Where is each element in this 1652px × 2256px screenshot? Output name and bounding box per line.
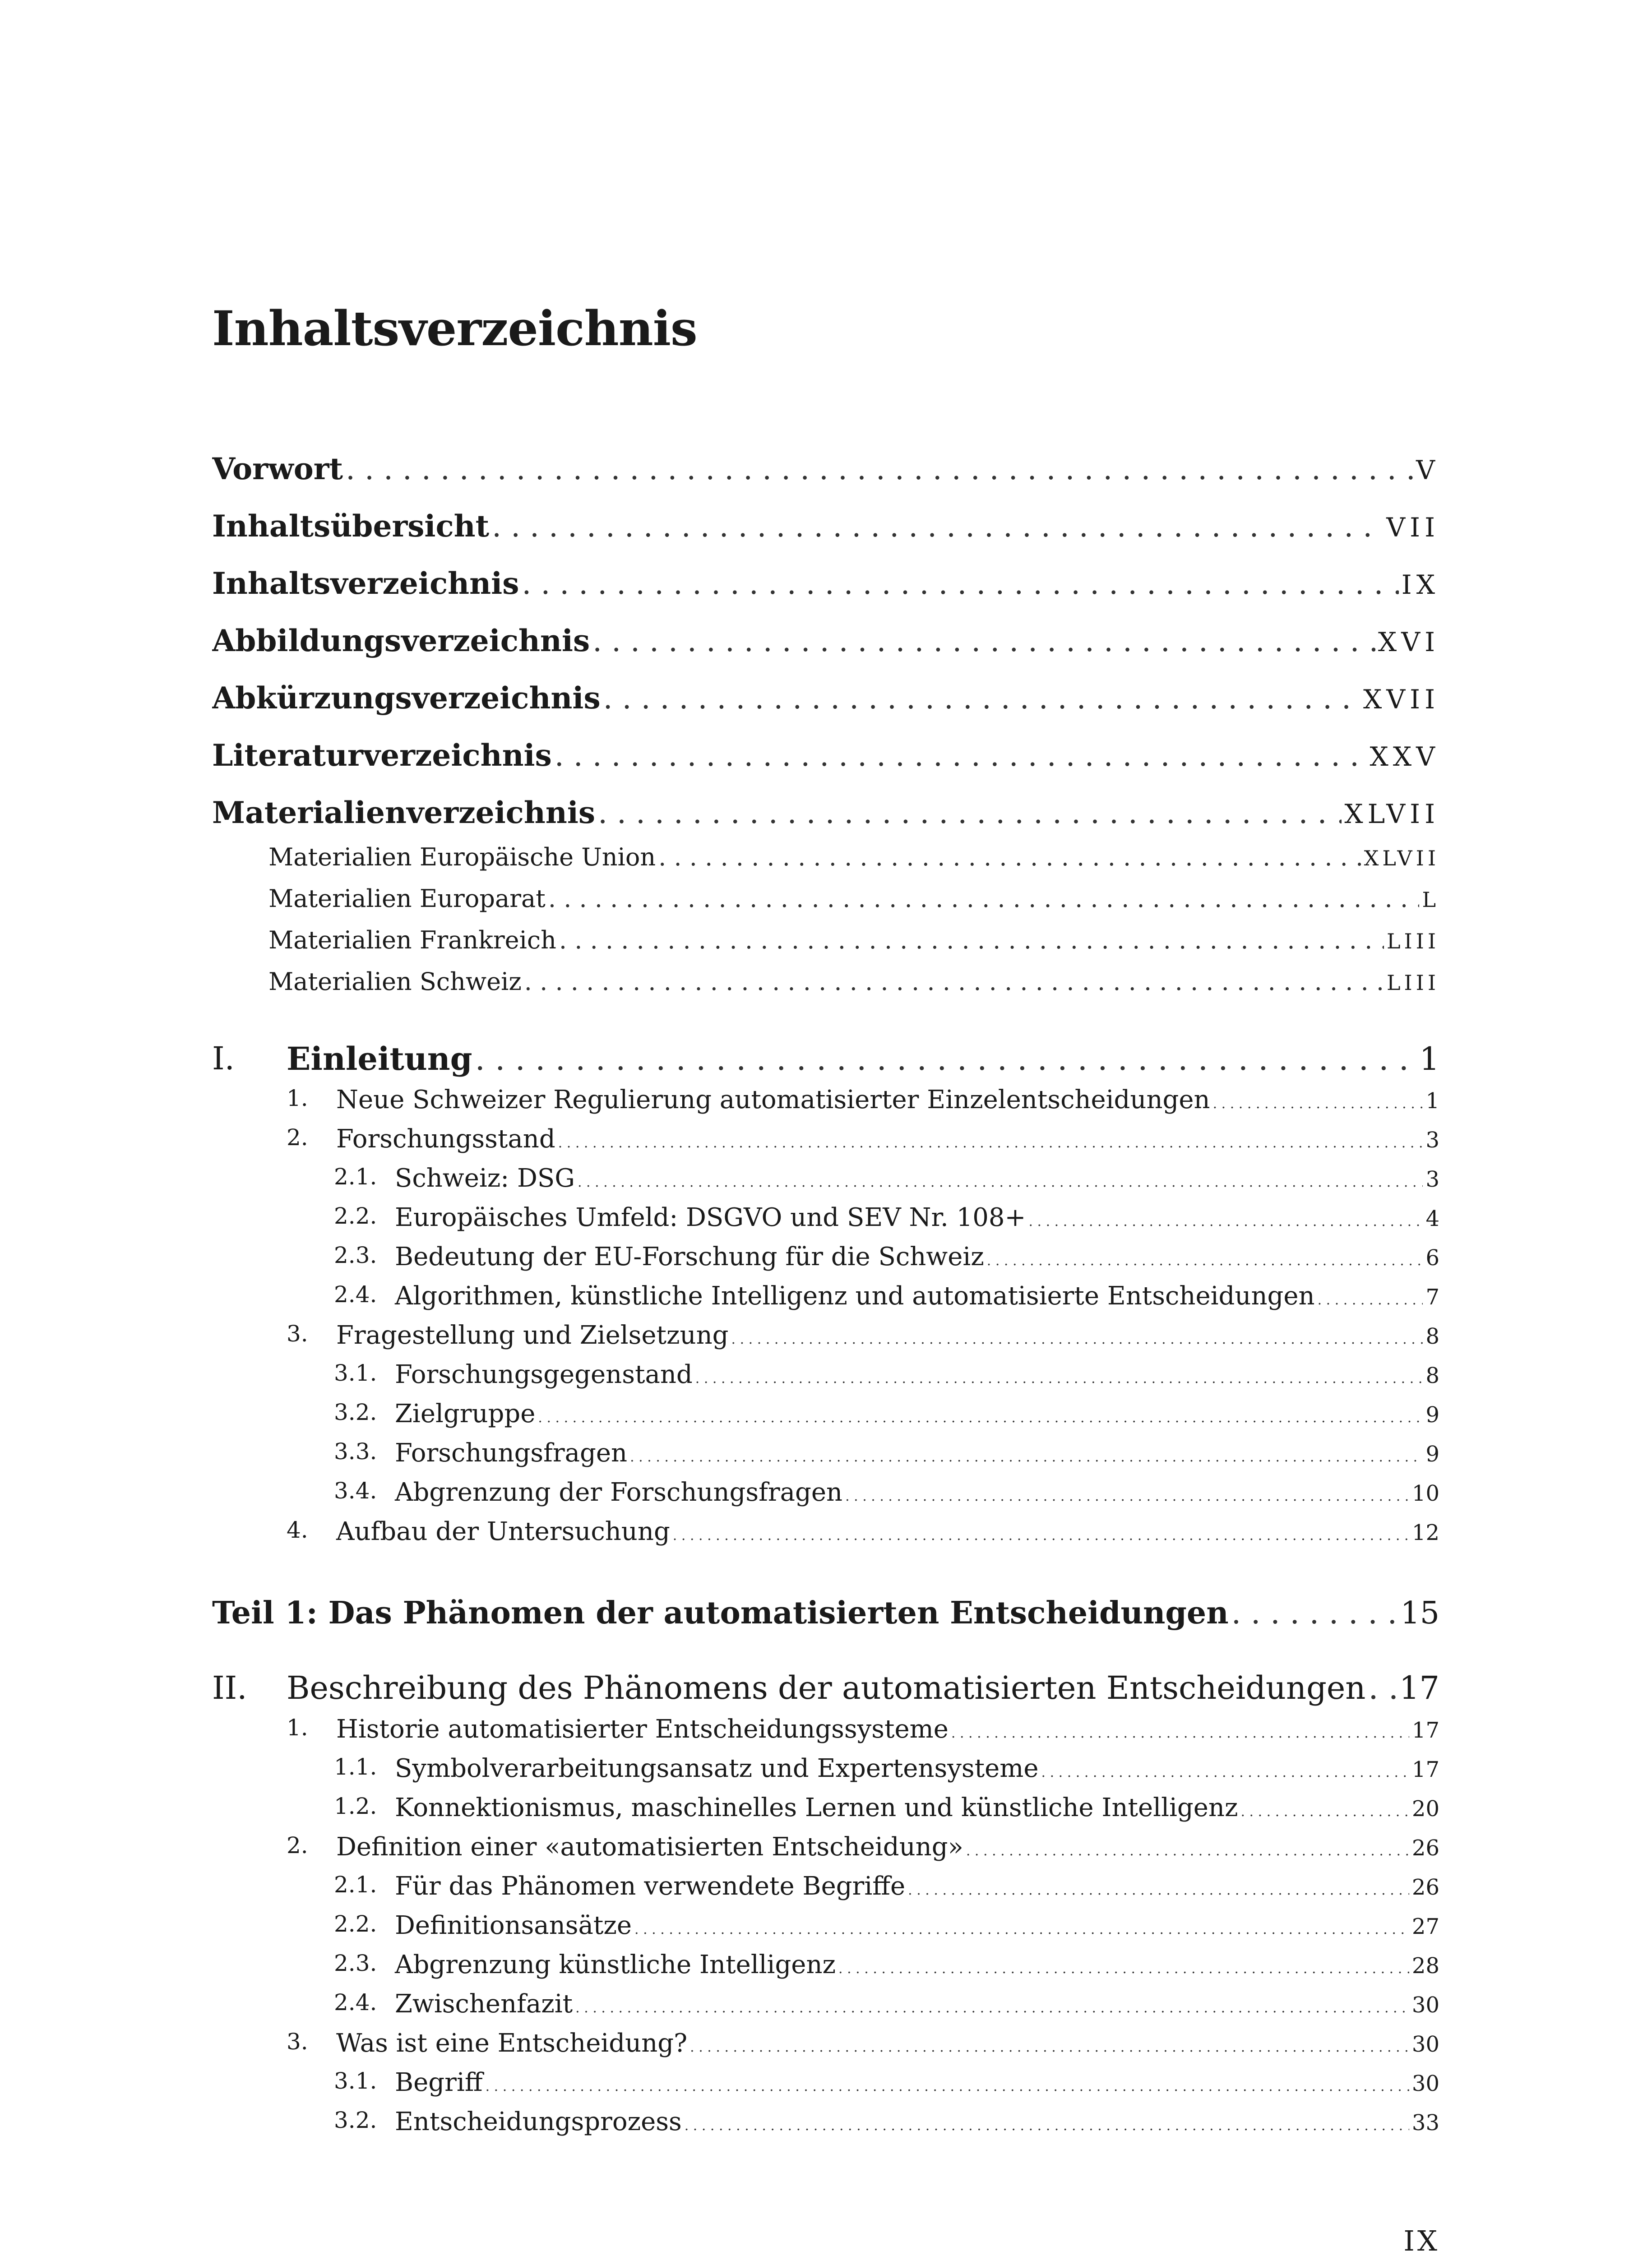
toc-section[interactable] (287, 2029, 1439, 2062)
toc-subsection[interactable] (334, 1399, 1439, 1433)
toc-page-number: 17 (1411, 1757, 1439, 1782)
toc-section[interactable] (287, 1321, 1439, 1354)
dot-leader (690, 2039, 1409, 2055)
dot-leader (346, 452, 1413, 486)
section-number: 1. (287, 1715, 308, 1741)
toc-entry-abbildungsverzeichnis[interactable] (212, 623, 1439, 664)
toc-subentry[interactable] (268, 884, 1439, 916)
dot-leader (658, 843, 1361, 871)
toc-section[interactable] (287, 1085, 1439, 1119)
section-number: 3.2. (334, 1399, 377, 1425)
toc-page-number: 30 (1411, 2032, 1439, 2057)
toc-page-number: L (1422, 888, 1439, 912)
section-number: 3. (287, 2029, 308, 2055)
toc-entry-label: Einleitung (287, 1040, 472, 1077)
toc-entry-label: Materialien Europarat (268, 884, 546, 913)
toc-subsection[interactable] (334, 1281, 1439, 1315)
toc-entry-label: Inhaltsverzeichnis (212, 566, 519, 601)
section-number: 3.3. (334, 1438, 377, 1465)
toc-chapter-beschreibung[interactable] (212, 1669, 1439, 1711)
toc-page-number: XXV (1370, 741, 1439, 772)
toc-page-number: 7 (1425, 1285, 1439, 1310)
section-number: 1.1. (334, 1754, 377, 1780)
toc-section[interactable] (287, 1832, 1439, 1866)
toc-page-number: 1 (1425, 1088, 1439, 1114)
toc-entry-label: Forschungsfragen (395, 1438, 628, 1468)
toc-subsection[interactable] (334, 1754, 1439, 1787)
dot-leader (1213, 1096, 1423, 1112)
toc-entry-label: Begriff (395, 2068, 483, 2097)
toc-entry-label: Schweiz: DSG (395, 1164, 575, 1193)
dot-leader (524, 967, 1384, 996)
toc-entry-label: Symbolverarbeitungsansatz und Expertensysteme (395, 1754, 1039, 1783)
dot-leader (695, 1371, 1423, 1387)
dot-leader (538, 1410, 1423, 1426)
toc-page-number: XVII (1363, 684, 1439, 715)
dot-leader (559, 926, 1384, 954)
toc-entry-label: Konnektionismus, maschinelles Lernen und künstliche Intelligenz (395, 1793, 1238, 1822)
dot-leader (1231, 1595, 1398, 1631)
toc-section[interactable] (287, 1517, 1439, 1550)
toc-entry-label: Abbildungsverzeichnis (212, 623, 590, 658)
toc-part-1[interactable] (212, 1595, 1439, 1637)
toc-page-number: 10 (1411, 1481, 1439, 1506)
toc-page-number: 4 (1425, 1206, 1439, 1231)
toc-subsection[interactable] (334, 1478, 1439, 1511)
toc-page-number: 1 (1419, 1040, 1439, 1077)
toc-page-number: 6 (1425, 1245, 1439, 1271)
toc-page-number: 26 (1411, 1875, 1439, 1900)
toc-entry-label: Aufbau der Untersuchung (336, 1517, 670, 1546)
toc-page-number: 3 (1425, 1128, 1439, 1153)
section-number: 2. (287, 1124, 308, 1151)
toc-entry-label: Forschungsgegenstand (395, 1360, 693, 1389)
dot-leader (731, 1331, 1423, 1347)
toc-entry-materialienverzeichnis[interactable] (212, 795, 1439, 836)
toc-entry-label: Definitionsansätze (395, 1911, 632, 1940)
dot-leader (908, 1882, 1409, 1898)
toc-page-number: 9 (1425, 1402, 1439, 1428)
section-number: 2.4. (334, 1989, 377, 2016)
toc-page-number: 33 (1411, 2110, 1439, 2136)
toc-entry-label: Forschungsstand (336, 1124, 555, 1154)
toc-entry-inhaltsverzeichnis[interactable] (212, 566, 1439, 606)
toc-entry-label: Historie automatisierter Entscheidungssysteme (336, 1715, 949, 1744)
section-number: 2.1. (334, 1872, 377, 1898)
toc-entry-label: Zielgruppe (395, 1399, 536, 1428)
toc-entry-label: Inhaltsübersicht (212, 509, 490, 544)
toc-page-number: LIII (1386, 971, 1439, 995)
toc-subentry[interactable] (268, 843, 1439, 874)
toc-subsection[interactable] (334, 2068, 1439, 2101)
toc-entry-inhaltsuebersicht[interactable] (212, 509, 1439, 549)
toc-subsection[interactable] (334, 1950, 1439, 1983)
page-number: IX (1403, 2224, 1440, 2256)
section-number: 1.2. (334, 1793, 377, 1819)
section-number: 2.2. (334, 1203, 377, 1229)
dot-leader (1041, 1765, 1409, 1780)
section-number: 3. (287, 1321, 308, 1347)
toc-subsection[interactable] (334, 1911, 1439, 1944)
section-number: 2.2. (334, 1911, 377, 1937)
toc-page-number: 8 (1425, 1324, 1439, 1349)
toc-entry-label: Materialien Europäische Union (268, 843, 656, 871)
dot-leader (558, 1135, 1423, 1151)
toc-subsection[interactable] (334, 1360, 1439, 1393)
section-number: 2. (287, 1832, 308, 1858)
toc-page-number: LIII (1386, 929, 1439, 953)
dot-leader (1368, 1669, 1397, 1706)
toc-page-number: 30 (1411, 2071, 1439, 2096)
toc-entry-label: Beschreibung des Phänomens der automatisierten Entscheidungen (287, 1669, 1366, 1706)
dot-leader (1028, 1214, 1423, 1230)
toc-page-number: XLVII (1344, 799, 1439, 829)
toc-entry-label: Europäisches Umfeld: DSGVO und SEV Nr. 108+ (395, 1203, 1026, 1232)
dot-leader (522, 566, 1398, 601)
toc-subentry[interactable] (268, 926, 1439, 957)
section-number: 3.4. (334, 1478, 377, 1504)
dot-leader (592, 624, 1375, 658)
toc-entry-label: Abgrenzung der Forschungsfragen (395, 1478, 843, 1507)
toc-subsection[interactable] (334, 1793, 1439, 1826)
toc-subsection[interactable] (334, 1989, 1439, 2023)
toc-subsection[interactable] (334, 1242, 1439, 1276)
toc-page-number: 17 (1411, 1718, 1439, 1743)
toc-page-number: 3 (1425, 1167, 1439, 1192)
dot-leader (673, 1528, 1409, 1544)
dot-leader (966, 1843, 1409, 1859)
toc-entry-label: Entscheidungsprozess (395, 2107, 682, 2136)
toc-entry-label: Bedeutung der EU-Forschung für die Schweiz (395, 1242, 984, 1271)
toc-entry-label: Abgrenzung künstliche Intelligenz (395, 1950, 836, 1979)
toc-page-number: IX (1401, 569, 1439, 600)
toc-page-number: 8 (1425, 1363, 1439, 1388)
toc-entry-label: Neue Schweizer Regulierung automatisierter Einzelentscheidungen (336, 1085, 1210, 1114)
toc-page-number: V (1416, 455, 1439, 485)
dot-leader (598, 795, 1342, 830)
dot-leader (838, 1961, 1409, 1977)
toc-page-number: 9 (1425, 1442, 1439, 1467)
toc-entry-label: Fragestellung und Zielsetzung (336, 1321, 729, 1350)
toc-page-number: 15 (1400, 1595, 1439, 1631)
toc-entry-label: Abkürzungsverzeichnis (212, 680, 601, 716)
toc-entry-label: Zwischenfazit (395, 1989, 573, 2019)
section-number: 1. (287, 1085, 308, 1111)
toc-subentry[interactable] (268, 967, 1439, 999)
dot-leader (475, 1040, 1417, 1077)
toc-entry-label: Materialienverzeichnis (212, 795, 596, 830)
toc-page-number: XLVII (1364, 846, 1439, 870)
toc-subsection[interactable] (334, 1203, 1439, 1236)
toc-page-number: 17 (1399, 1669, 1439, 1706)
toc-entry-label: Algorithmen, künstliche Intelligenz und automatisierte Entscheidungen (395, 1281, 1315, 1311)
toc-page-number: 30 (1411, 1992, 1439, 2018)
section-number: 3.1. (334, 1360, 377, 1386)
toc-page-number: 26 (1411, 1835, 1439, 1861)
toc-page-number: 28 (1411, 1953, 1439, 1979)
section-number: 2.3. (334, 1242, 377, 1268)
toc-subsection[interactable] (334, 2107, 1439, 2140)
dot-leader (492, 509, 1384, 544)
section-number: 3.2. (334, 2107, 377, 2133)
dot-leader (575, 2000, 1409, 2016)
toc-entry-label: Literaturverzeichnis (212, 738, 552, 773)
dot-leader (630, 1449, 1423, 1465)
toc-entry-label: Für das Phänomen verwendete Begriffe (395, 1872, 906, 1901)
dot-leader (685, 2118, 1409, 2134)
dot-leader (548, 884, 1420, 913)
toc-page-number: 27 (1411, 1914, 1439, 1939)
toc-page-number: 20 (1411, 1796, 1439, 1821)
dot-leader (555, 738, 1367, 773)
toc-subsection[interactable] (334, 1438, 1439, 1472)
toc-subsection[interactable] (334, 1872, 1439, 1905)
dot-leader (578, 1174, 1423, 1190)
section-number: 2.3. (334, 1950, 377, 1976)
toc-entry-literaturverzeichnis[interactable] (212, 738, 1439, 778)
toc-entry-label: Materialien Schweiz (268, 967, 522, 996)
toc-entry-label: Materialien Frankreich (268, 926, 556, 954)
toc-section[interactable] (287, 1124, 1439, 1158)
toc-entry-label: Teil 1: Das Phänomen der automatisierten Entscheidungen (212, 1595, 1229, 1631)
toc-section[interactable] (287, 1715, 1439, 1748)
dot-leader (1240, 1804, 1409, 1820)
dot-leader (486, 2079, 1409, 2094)
section-number: 4. (287, 1517, 308, 1543)
dot-leader (1318, 1292, 1423, 1308)
toc-entry-abkuerzungsverzeichnis[interactable] (212, 680, 1439, 721)
toc-entry-label: Was ist eine Entscheidung? (336, 2029, 688, 2058)
page-title: Inhaltsverzeichnis (212, 300, 697, 356)
chapter-number: I. (212, 1040, 235, 1077)
toc-page-number: XVI (1378, 627, 1439, 657)
toc-page-number: VII (1386, 512, 1439, 543)
toc-chapter-einleitung[interactable] (212, 1040, 1439, 1082)
toc-entry-vorwort[interactable] (212, 451, 1439, 492)
section-number: 2.4. (334, 1281, 377, 1308)
dot-leader (845, 1489, 1409, 1504)
toc-subsection[interactable] (334, 1164, 1439, 1197)
chapter-number: II. (212, 1669, 247, 1706)
dot-leader (987, 1253, 1423, 1269)
dot-leader (603, 681, 1360, 716)
section-number: 3.1. (334, 2068, 377, 2094)
dot-leader (634, 1922, 1409, 1937)
dot-leader (951, 1725, 1409, 1741)
toc-page-number: 12 (1411, 1520, 1439, 1545)
toc-entry-label: Definition einer «automatisierten Entscheidung» (336, 1832, 963, 1862)
toc-entry-label: Vorwort (212, 451, 343, 486)
section-number: 2.1. (334, 1164, 377, 1190)
